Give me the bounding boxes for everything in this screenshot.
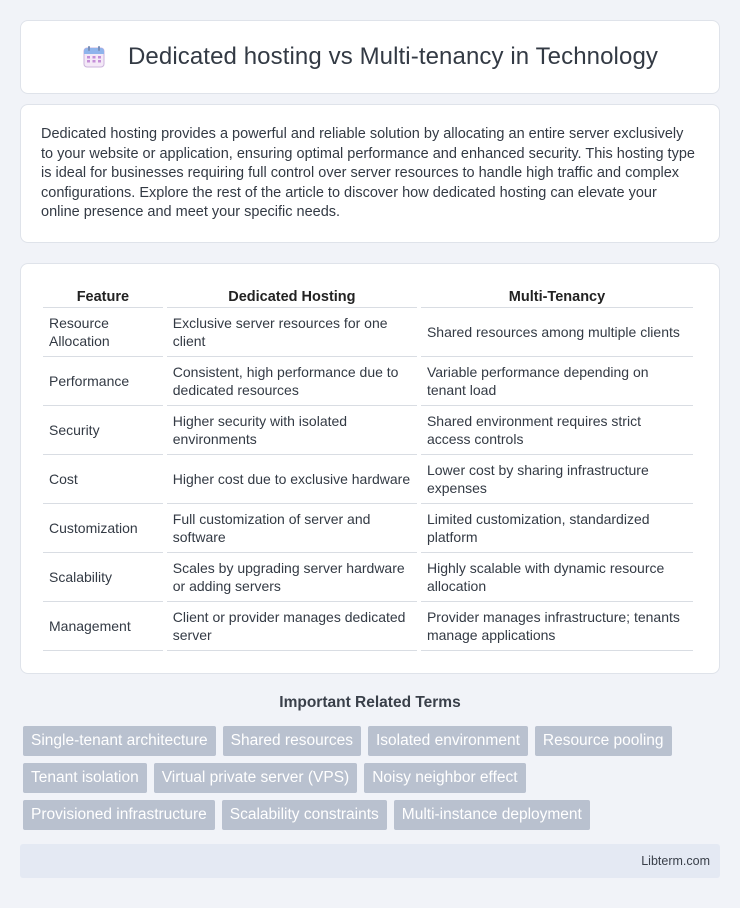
dedicated-cell: Scales by upgrading server hardware or adding servers (167, 553, 417, 602)
related-term-tag[interactable]: Single-tenant architecture (23, 726, 216, 756)
feature-cell: Customization (43, 504, 163, 553)
related-term-tag[interactable]: Virtual private server (VPS) (154, 763, 358, 793)
comparison-table-card (20, 263, 720, 674)
table-row (43, 504, 693, 553)
related-term-tag[interactable]: Shared resources (223, 726, 361, 756)
multi-tenancy-cell: Variable performance depending on tenant load (421, 357, 693, 406)
column-header-dedicated-hosting: Dedicated Hosting (167, 286, 417, 308)
column-header-multi-tenancy: Multi-Tenancy (421, 286, 693, 308)
dedicated-cell: Client or provider manages dedicated server (167, 602, 417, 651)
table-row (43, 357, 693, 406)
related-term-tag[interactable]: Tenant isolation (23, 763, 147, 793)
dedicated-cell: Full customization of server and software (167, 504, 417, 553)
related-term-tag[interactable]: Provisioned infrastructure (23, 800, 215, 830)
column-header-feature: Feature (43, 286, 163, 308)
header-card (20, 20, 720, 94)
feature-cell: Performance (43, 357, 163, 406)
page-title: Dedicated hosting vs Multi-tenancy in Technology (128, 43, 658, 70)
related-terms-title: Important Related Terms (279, 694, 461, 711)
related-term-tag[interactable]: Resource pooling (535, 726, 672, 756)
dedicated-cell: Consistent, high performance due to dedicated resources (167, 357, 417, 406)
dedicated-cell: Higher cost due to exclusive hardware (167, 455, 417, 504)
intro-text: Dedicated hosting provides a powerful and reliable solution by allocating an entire server exclusively to your website or application, ensuring optimal performance and enhanced security. This hosting type is ideal for businesses requiring full control over server resources to handle high traffic and complex configurations. Explore the rest of the article to discover how dedicated hosting can elevate your online presence and meet your specific needs. (41, 126, 695, 220)
header-inner (82, 43, 658, 71)
feature-cell: Scalability (43, 553, 163, 602)
table-row (43, 553, 693, 602)
related-term-tag[interactable]: Scalability constraints (222, 800, 387, 830)
footer-site-link[interactable]: Libterm.com (641, 854, 710, 868)
feature-cell: Management (43, 602, 163, 651)
multi-tenancy-cell: Highly scalable with dynamic resource allocation (421, 553, 693, 602)
related-terms-list (23, 726, 713, 837)
multi-tenancy-cell: Shared resources among multiple clients (421, 308, 693, 357)
feature-cell: Resource Allocation (43, 308, 163, 357)
intro-card (20, 104, 720, 243)
tag-row (23, 763, 713, 793)
related-term-tag[interactable]: Isolated environment (368, 726, 528, 756)
related-term-tag[interactable]: Multi-instance deployment (394, 800, 590, 830)
dedicated-cell: Higher security with isolated environments (167, 406, 417, 455)
multi-tenancy-cell: Provider manages infrastructure; tenants manage applications (421, 602, 693, 651)
multi-tenancy-cell: Shared environment requires strict access controls (421, 406, 693, 455)
multi-tenancy-cell: Limited customization, standardized platform (421, 504, 693, 553)
table-row (43, 406, 693, 455)
table-header-row (43, 286, 693, 308)
related-term-tag[interactable]: Noisy neighbor effect (364, 763, 525, 793)
tag-row (23, 726, 713, 756)
dedicated-cell: Exclusive server resources for one client (167, 308, 417, 357)
calendar-icon (82, 45, 106, 69)
feature-cell: Security (43, 406, 163, 455)
table-row (43, 602, 693, 651)
table-row (43, 455, 693, 504)
comparison-table (39, 286, 697, 651)
tag-row (23, 800, 713, 830)
feature-cell: Cost (43, 455, 163, 504)
table-row (43, 308, 693, 357)
multi-tenancy-cell: Lower cost by sharing infrastructure expenses (421, 455, 693, 504)
footer (20, 844, 720, 878)
